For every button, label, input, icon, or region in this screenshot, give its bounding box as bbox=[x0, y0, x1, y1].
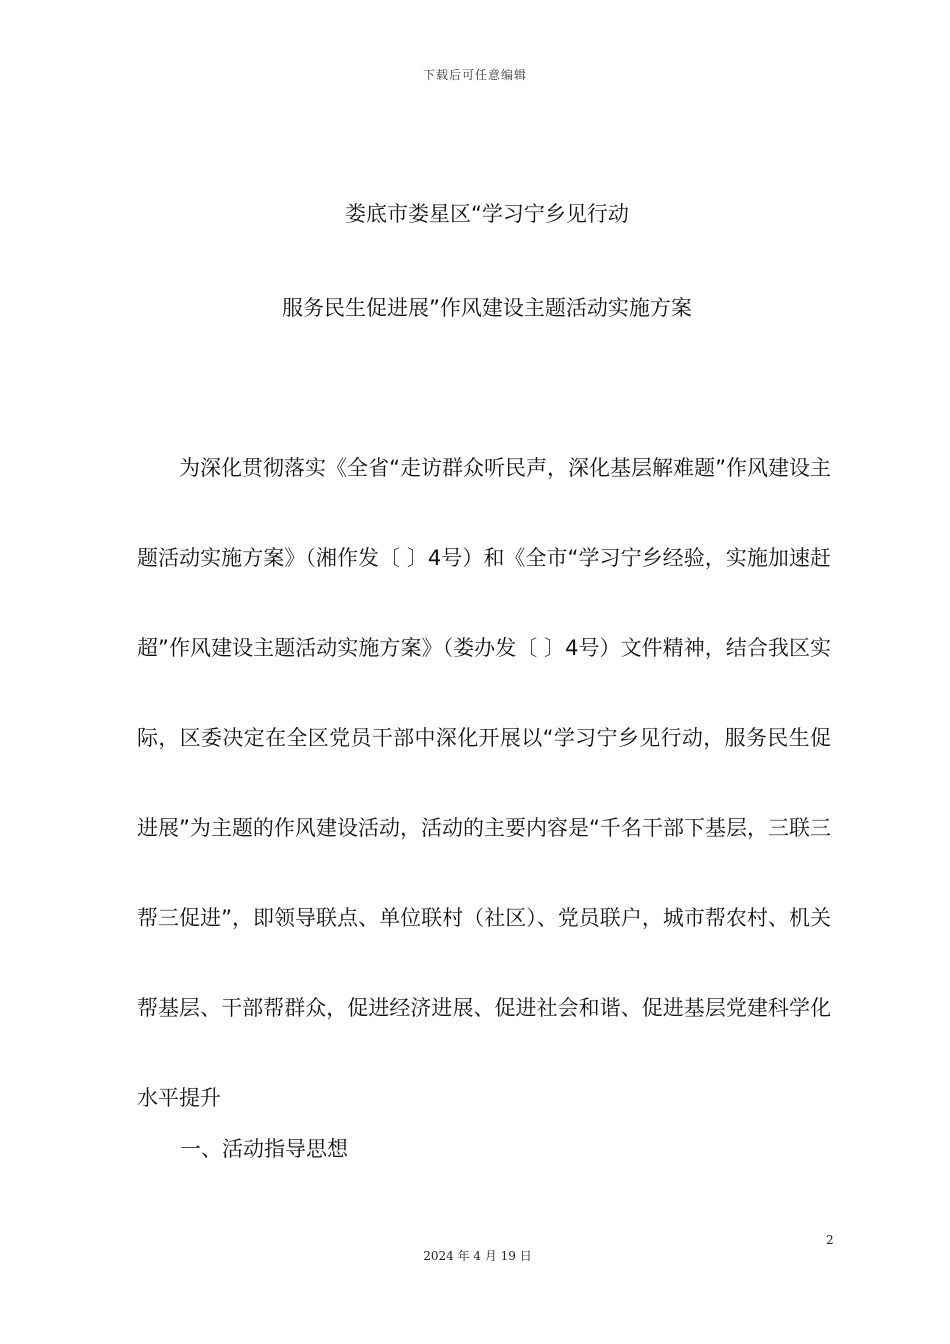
footer-date: 2024 年 4 月 19 日 bbox=[423, 1249, 532, 1263]
page-number: 2 bbox=[826, 1233, 834, 1247]
document-title-line-2: 服务民生促进展”作风建设主题活动实施方案 bbox=[282, 296, 692, 320]
body-paragraph: 为深化贯彻落实《全省“走访群众听民声，深化基层解难题”作风建设主题活动实施方案》（湘作发〔 〕4号）和《全市“学习宁乡经验，实施加速赶超”作风建设主题活动实施方案》（娄办发〔 〕4号）文件精神，结合我区实际，区委决定在全区党员干部中深化开展以“学习宁乡见行动，服务民生促进展”为主题的作风建设活动，活动的主要内容是“千名干部下基层，三联三帮三促进”，即领导联点、单位联村（社区）、党员联户，城市帮农村、机关帮基层、干部帮群众，促进经济进展、促进社会和谐、促进基层党建科学化水平提升 bbox=[137, 456, 831, 1110]
document-title-line-1: 娄底市娄星区“学习宁乡见行动 bbox=[345, 202, 629, 226]
header-note: 下载后可任意编辑 bbox=[422, 68, 527, 82]
section-heading: 一、活动指导思想 bbox=[180, 1137, 348, 1161]
